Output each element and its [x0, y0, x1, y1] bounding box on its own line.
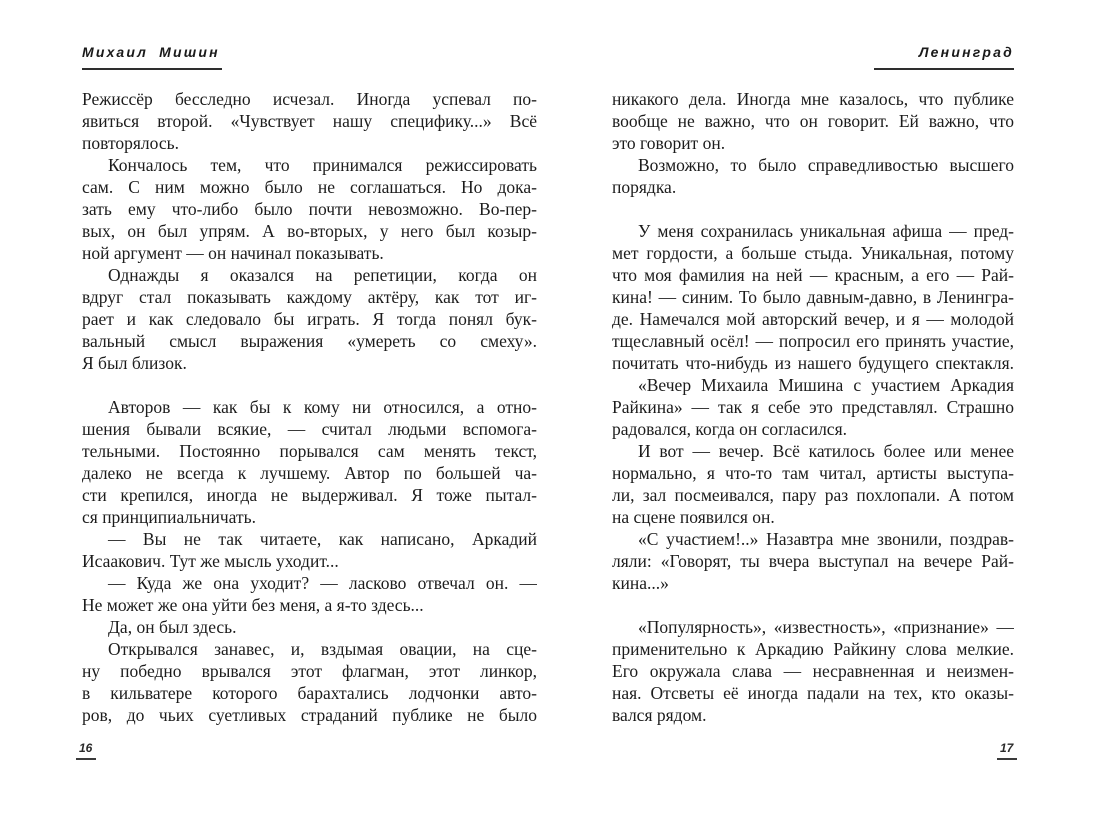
text-line: Кончалось тем, что принимался режиссировать [108, 155, 537, 175]
text-line: рает и как следовало бы играть. Я тогда понял бук- [82, 309, 537, 329]
text-line: «Популярность», «известность», «признание» — [638, 617, 1014, 637]
paragraph-gap [612, 594, 1014, 616]
text-line: почитать что-нибудь из нашего будущего спектакля. [612, 353, 1014, 373]
text-line: нормально, я что-то там читал, артисты выступа- [612, 463, 1014, 483]
page-number-rule-left [76, 758, 96, 760]
text-line: ной аргумент — он начинал показывать. [82, 243, 384, 263]
text-line: вообще не важно, что он говорит. Ей важно, что [612, 111, 1014, 131]
text-line: сам. С ним можно было не соглашаться. Но дока- [82, 177, 537, 197]
header-rule-left [82, 68, 222, 70]
text-line: порядка. [612, 177, 677, 197]
text-line: Не может же она уйти без меня, а я-то здесь... [82, 595, 424, 615]
text-line: в кильватере которого барахтались лодчонки авто- [82, 683, 537, 703]
left-page-text [82, 88, 537, 726]
text-line: применительно к Аркадию Райкину слова мелкие. [612, 639, 1014, 659]
paragraph-gap [612, 198, 1014, 220]
text-line: Режиссёр бесследно исчезал. Иногда успевал по- [82, 89, 537, 109]
text-line: ров, до чьих суетливых страданий публике не было [82, 705, 537, 725]
text-line: ся принципиальничать. [82, 507, 256, 527]
text-line: Авторов — как бы к кому ни относился, а отно- [108, 397, 537, 417]
text-line: де. Намечался мой авторский вечер, и я — молодой [612, 309, 1014, 329]
text-line: вых, он был упрям. А во-вторых, у него был козыр- [82, 221, 537, 241]
text-line: шения бывали всякие, — считал людьми вспомога- [82, 419, 537, 439]
text-line: Исаакович. Тут же мысль уходит... [82, 551, 339, 571]
page-number-left [79, 741, 96, 760]
text-line: никакого дела. Иногда мне казалось, что публике [612, 89, 1014, 109]
text-line: ная. Отсветы её иногда падали на тех, кто оказы- [612, 683, 1014, 703]
text-line: вальный смысл выражения «умереть со смеху». [82, 331, 537, 351]
header-rule-right [874, 68, 1014, 70]
page-number-right-value: 17 [1000, 741, 1014, 755]
text-line: И вот — вечер. Всё катилось более или менее [638, 441, 1014, 461]
text-line: тщеславный осёл! — попросил его принять участие, [612, 331, 1014, 351]
page-number-right [1000, 741, 1017, 760]
text-line: ли, зал посмеивался, пару раз похлопали. А потом [612, 485, 1014, 505]
text-line: сти крепился, иногда не выдерживал. Я тоже пытал- [82, 485, 537, 505]
text-line: ляли: «Говорят, ты вчера выступал на вечере Рай- [612, 551, 1014, 571]
text-line: явиться второй. «Чувствует нашу специфику...» Всё [82, 111, 537, 131]
text-line: Райкина» — так я себе это представлял. Страшно [612, 397, 1014, 417]
text-line: тельными. Постоянно порывался сам менять текст, [82, 441, 537, 461]
text-line: радовался, когда он согласился. [612, 419, 847, 439]
text-line: — Куда же она уходит? — ласково отвечал он. — [108, 573, 537, 593]
page-number-rule-right [997, 758, 1017, 760]
text-line: Я был близок. [82, 353, 187, 373]
text-line: Его окружала слава — несравненная и неизмен- [612, 661, 1014, 681]
page-number-left-value: 16 [79, 741, 93, 755]
text-line: Однажды я оказался на репетиции, когда он [108, 265, 537, 285]
text-line: — Вы не так читаете, как написано, Аркадий [108, 529, 537, 549]
text-line: повторялось. [82, 133, 179, 153]
text-line: вдруг стал показывать каждому актёру, как тот иг- [82, 287, 537, 307]
text-line: «С участием!..» Назавтра мне звонили, поздрав- [638, 529, 1014, 549]
running-header-right [874, 44, 1014, 70]
text-line: мет гордости, а больше стыда. Уникальная, потому [612, 243, 1014, 263]
text-line: зать ему что-либо было почти невозможно. Во-пер- [82, 199, 537, 219]
text-line: кина! — синим. То было давным-давно, в Ленингра- [612, 287, 1014, 307]
text-line: «Вечер Михаила Мишина с участием Аркадия [638, 375, 1014, 395]
text-line: кина...» [612, 573, 669, 593]
text-line: ну победно врывался этот флагман, этот линкор, [82, 661, 537, 681]
paragraph-gap [82, 374, 537, 396]
text-line: Открывался занавес, и, вздымая овации, на сце- [108, 639, 537, 659]
running-header-author: Михаил Мишин [82, 44, 220, 60]
text-line: У меня сохранилась уникальная афиша — пред- [638, 221, 1014, 241]
running-header-left [82, 44, 222, 70]
text-line: это говорит он. [612, 133, 726, 153]
text-line: вался рядом. [612, 705, 707, 725]
text-line: на сцене появился он. [612, 507, 775, 527]
running-header-chapter: Ленинград [918, 44, 1014, 60]
text-line: Возможно, то было справедливостью высшего [638, 155, 1014, 175]
text-line: что моя фамилия на ней — красным, а его — Рай- [612, 265, 1014, 285]
right-page-text [612, 88, 1014, 726]
text-line: Да, он был здесь. [108, 617, 237, 637]
text-line: далеко не всегда к лучшему. Автор по большей ча- [82, 463, 537, 483]
